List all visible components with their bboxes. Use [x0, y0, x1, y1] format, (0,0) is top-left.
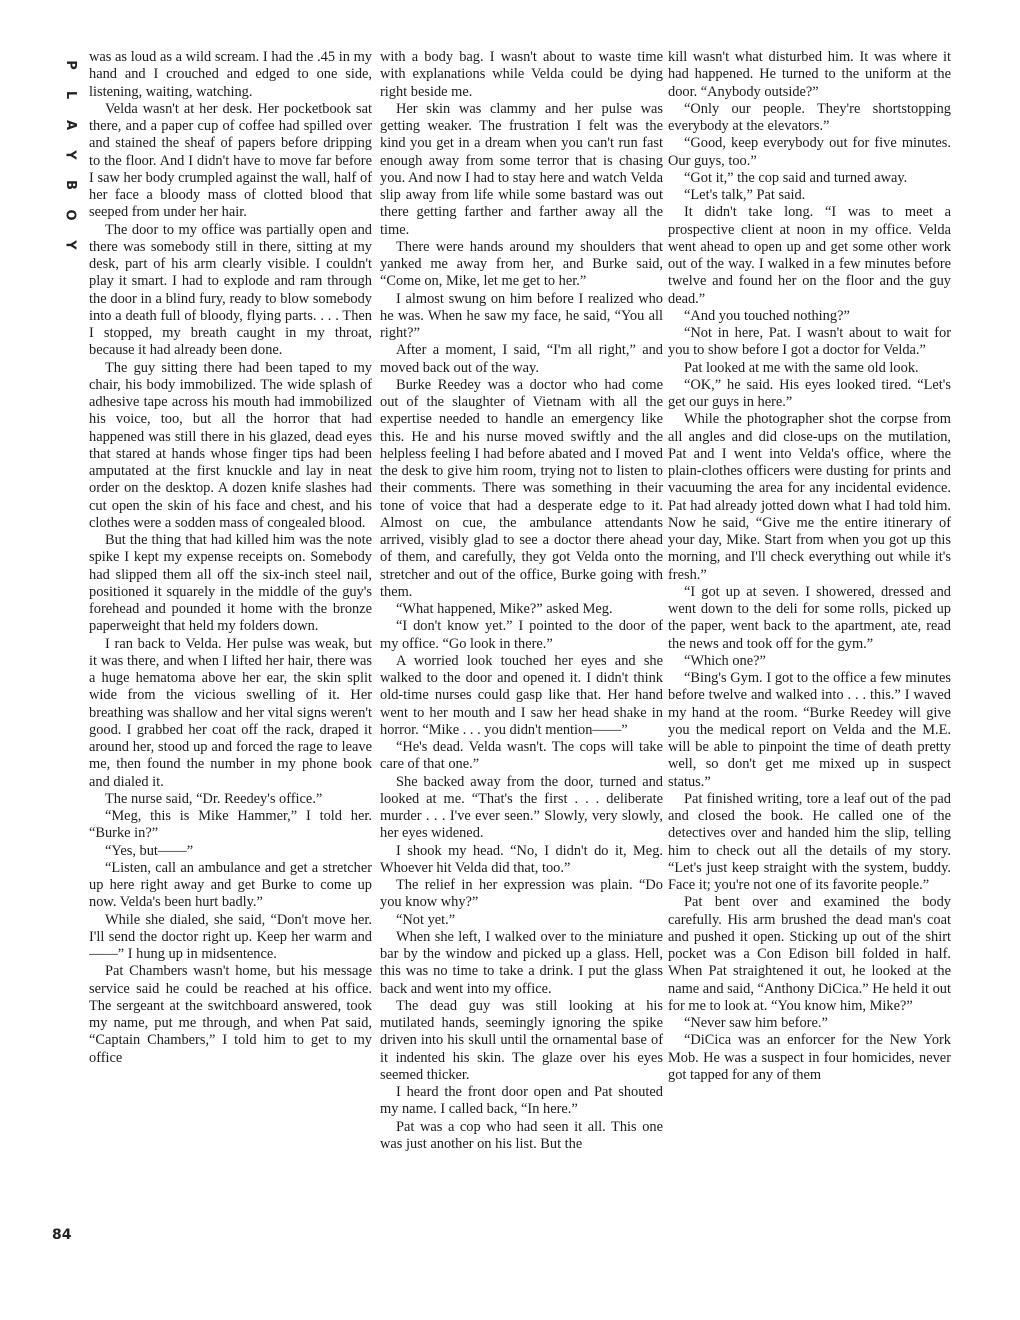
article-paragraph: I shook my head. “No, I didn't do it, Meg. Whoever hit Velda did that, too.” — [380, 842, 663, 876]
article-paragraph: She backed away from the door, turned and looked at me. “That's the first . . . deliberate murder . . . I've ever seen.” Slowly, very slowly, her eyes widened. — [380, 773, 663, 842]
brand-letter: O — [63, 209, 78, 221]
article-paragraph: “Never saw him before.” — [684, 1015, 828, 1031]
article-paragraph: “Which one?” — [684, 652, 766, 669]
brand-letter: Y — [62, 240, 78, 250]
text-column-2 — [380, 49, 663, 1255]
article-paragraph: “OK,” he said. His eyes looked tired. “Let's get our guys in here.” — [668, 376, 951, 410]
article-paragraph: “Got it,” the cop said and turned away. — [684, 169, 908, 186]
article-paragraph: It didn't take long. “I was to meet a prospective client at noon in my office. Velda went ahead to open up and get some other work out of the way. I walked in a few minutes before twelve and found her on the floor and the guy dead.” — [668, 204, 951, 307]
article-paragraph: “Meg, this is Mike Hammer,” I told her. “Burke in?” — [89, 808, 372, 842]
brand-letter: P — [63, 60, 78, 70]
brand-letter: A — [63, 119, 78, 131]
article-paragraph: After a moment, I said, “I'm all right,” and moved back out of the way. — [380, 342, 663, 376]
article-paragraph: “Yes, but——” — [105, 842, 194, 859]
article-paragraph: The nurse said, “Dr. Reedey's office.” — [105, 790, 323, 807]
article-paragraph: Pat Chambers wasn't home, but his message service said he could be reached at his office. The sergeant at the switchboard answered, took my name, put me through, and when Pat said, “Captain Chambers,” I told him to get to my office — [89, 963, 372, 1066]
article-paragraph: “Bing's Gym. I got to the office a few minutes before twelve and walked into . . . this.” I waved my hand at the room. “Burke Reedey will give you the medical report on Velda and the M.E. will be able to pinpoint the time of death pretty well, so don't get me mixed up in suspect status.” — [668, 670, 951, 790]
article-paragraph: Pat bent over and examined the body carefully. His arm brushed the dead man's coat and pushed it open. Sticking up out of the shirt pocket was a Con Edison bill folded in half. When Pat straightened it out, he looked at the name and said, “Anthony DiCica.” He held it out for me to look at. “You know him, Mike?” — [668, 894, 951, 1014]
article-paragraph: “He's dead. Velda wasn't. The cops will take care of that one.” — [380, 739, 663, 773]
magazine-brand-vertical — [52, 50, 78, 260]
article-paragraph: The dead guy was still looking at his mutilated hands, seemingly ignoring the spike driven into his skull until the ornamental base of it indented his skin. The glaze over his eyes seemed thicker. — [380, 997, 663, 1083]
article-paragraph: The guy sitting there had been taped to my chair, his body immobilized. The wide splash of adhesive tape across his mouth had immobilized his voice, too, but all the horror that had happened was still there in his glazed, dead eyes that stared at hands whose finger tips had been amputated at the first knuckle and lay in neat order on the desktop. A dozen knife slashes had cut open the skin of his face and chest, and his clothes were a sodden mass of congealed blood. — [89, 359, 372, 531]
article-paragraph: was as loud as a wild scream. I had the .45 in my hand and I crouched and edged to one side, listening, waiting, watching. — [89, 49, 372, 100]
article-paragraph: I heard the front door open and Pat shouted my name. I called back, “In here.” — [380, 1084, 663, 1118]
article-paragraph: “DiCica was an enforcer for the New York Mob. He was a suspect in four homicides, never got tapped for any of them — [668, 1032, 951, 1083]
article-paragraph: A worried look touched her eyes and she walked to the door and opened it. I didn't think old-time nurses could gasp like that. Her hand went to her mouth and I saw her head shake in horror. “Mike . . . you didn't mention——” — [380, 652, 663, 738]
article-paragraph: “Only our people. They're shortstopping everybody at the elevators.” — [668, 100, 951, 134]
brand-letter: B — [62, 180, 78, 190]
article-paragraph: “What happened, Mike?” asked Meg. — [396, 601, 613, 617]
article-paragraph: “Good, keep everybody out for five minutes. Our guys, too.” — [668, 135, 951, 169]
article-paragraph: While she dialed, she said, “Don't move her. I'll send the doctor right up. Keep her warm and——” I hung up in midsentence. — [89, 911, 372, 962]
text-column-1 — [89, 49, 372, 1255]
article-paragraph: Her skin was clammy and her pulse was getting weaker. The frustration I felt was the kind you get in a dream when you can't run fast enough away from some terror that is chasing you. And now I had to stay here and watch Velda slip away from life while some bastard was out there getting farther and farther away all the time. — [380, 100, 663, 238]
article-paragraph: The door to my office was partially open and there was somebody still in there, sitting at my desk, part of his arm clearly visible. I couldn't play it smart. I had to explode and ram through the door in a blind fury, ready to blow somebody into a death full of bloody, flying parts. . . . Then I stopped, my breath caught in my throat, because it had already been done. — [89, 221, 372, 359]
article-paragraph: “Not in here, Pat. I wasn't about to wait for you to show before I got a doctor for Velda.” — [668, 325, 951, 359]
article-paragraph: “Not yet.” — [396, 911, 456, 928]
article-paragraph: “Let's talk,” Pat said. — [684, 187, 806, 203]
brand-letter: Y — [62, 150, 78, 160]
page-number: 84 — [52, 1227, 72, 1243]
article-paragraph: Pat was a cop who had seen it all. This one was just another on his list. But the — [380, 1118, 663, 1152]
article-paragraph: I ran back to Velda. Her pulse was weak, but it was there, and when I lifted her hair, there was a huge hematoma above her ear, the skin split wide from the vicious swelling of it. Her breathing was shallow and her vital signs weren't good. I grabbed her coat off the rack, draped it around her, stood up and forced the rage to leave me, then found the number in my phone book and dialed it. — [89, 635, 372, 790]
article-paragraph: “I don't know yet.” I pointed to the door of my office. “Go look in there.” — [380, 618, 663, 652]
article-paragraph: When she left, I walked over to the miniature bar by the window and picked up a glass. Hell, this was no time to take a drink. I put the glass back and went into my office. — [380, 928, 663, 997]
article-paragraph: While the photographer shot the corpse from all angles and did close-ups on the mutilation, Pat and I went into Velda's office, where the plain-clothes officers were dusting for prints and vacuuming the area for any incidental evidence. Pat had already jotted down what I had told him. Now he said, “Give me the entire itinerary of your day, Mike. Start from when you got up this morning, and I'll check everything out while it's fresh.” — [668, 411, 951, 583]
article-paragraph: “I got up at seven. I showered, dressed and went down to the deli for some rolls, picked up the paper, went back to the apartment, ate, read the news and took off for the gym.” — [668, 583, 951, 652]
article-paragraph: Burke Reedey was a doctor who had come out of the slaughter of Vietnam with all the expertise needed to handle an emergency like this. He and his nurse moved swiftly and the helpless feeling I had before abated and I moved the desk to give him room, trying not to listen to their comments. There was something in their tone of voice that had a desperate edge to it. Almost on cue, the ambulance attendants arrived, visibly glad to see a doctor there ahead of them, and carefully, they got Velda onto the stretcher and out of the office, Burke going with them. — [380, 376, 663, 600]
article-paragraph: There were hands around my shoulders that yanked me away from her, and Burke said, “Come on, Mike, let me get to her.” — [380, 238, 663, 290]
article-paragraph: kill wasn't what disturbed him. It was where it had happened. He turned to the uniform at the door. “Anybody outside?” — [668, 49, 951, 100]
article-paragraph: But the thing that had killed him was the note spike I kept my expense receipts on. Somebody had slipped them all off the six-inch steel nail, positioned it squarely in the middle of the guy's forehead and pounded it home with the bronze paperweight that held my folders down. — [89, 532, 372, 635]
article-paragraph: “And you touched nothing?” — [684, 307, 850, 324]
article-paragraph: Velda wasn't at her desk. Her pocketbook sat there, and a paper cup of coffee had spilled over and stained the sheaf of papers before dripping to the floor. And I didn't have to move far before I saw her body crumpled against the wall, half of her face a bloody mass of clotted blood that seeped from under her hair. — [89, 100, 372, 221]
text-column-3 — [668, 49, 951, 1255]
article-paragraph: The relief in her expression was plain. “Do you know why?” — [380, 877, 663, 911]
article-paragraph: “Listen, call an ambulance and get a stretcher up here right away and get Burke to come up now. Velda's been hurt badly.” — [89, 859, 372, 911]
article-paragraph: I almost swung on him before I realized who he was. When he saw my face, he said, “You all right?” — [380, 290, 663, 341]
article-paragraph: with a body bag. I wasn't about to waste time with explanations while Velda could be dying right beside me. — [380, 49, 663, 100]
brand-letter: L — [62, 90, 78, 100]
article-paragraph: Pat finished writing, tore a leaf out of the pad and closed the book. He called one of the detectives over and handed him the slip, telling him to check out all the details of my story. “Let's just keep straight with the system, buddy. Face it; you're not one of its favorite people.” — [668, 790, 951, 893]
article-paragraph: Pat looked at me with the same old look. — [684, 359, 919, 376]
